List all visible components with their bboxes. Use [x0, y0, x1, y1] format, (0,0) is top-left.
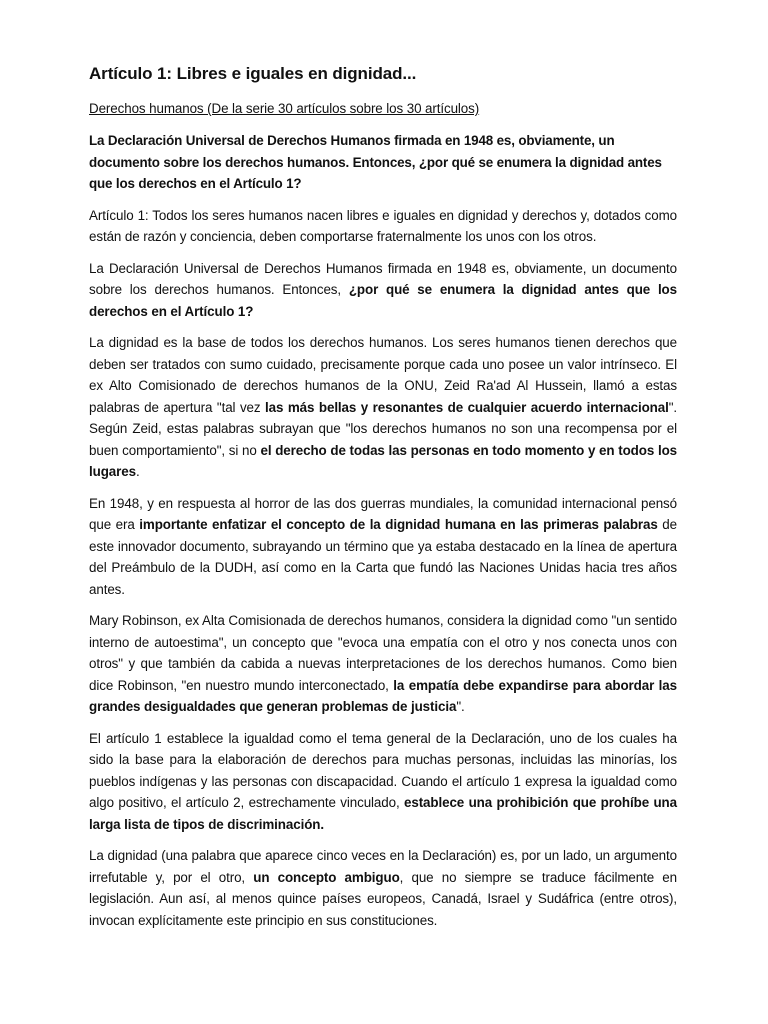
- lead-paragraph: La Declaración Universal de Derechos Humanos firmada en 1948 es, obviamente, un documento sobre los derechos humanos. Entonces, ¿por qué se enumera la dignidad antes que los derechos en el Artículo 1?: [89, 133, 662, 191]
- text-segment: ".: [456, 699, 465, 714]
- text-segment: ". Según Zeid, estas palabras subrayan que "los derechos humanos no son una recompensa por el buen comportamiento", si no: [89, 399, 677, 458]
- text-segment: , que no siempre se traduce fácilmente en legislación. Aun así, al menos quince países europeos, Canadá, Israel y Sudáfrica (entre otros), invocan explícitamente este principio en sus constituciones.: [89, 869, 677, 928]
- text-segment: La Declaración Universal de Derechos Humanos firmada en 1948 es, obviamente, un documento sobre los derechos humanos. Entonces,: [89, 260, 677, 297]
- text-segment: de este innovador documento, subrayando un término que ya estaba destacado en la línea de apertura del Preámbulo de la DUDH, así como en la Carta que fundó las Naciones Unidas hacia tres años antes.: [89, 517, 677, 597]
- bold-text-segment: las más bellas y resonantes de cualquier acuerdo internacional: [265, 399, 669, 415]
- body-paragraph: [89, 493, 677, 601]
- text-segment: La dignidad es la base de todos los derechos humanos. Los seres humanos tienen derechos que deben ser tratados con sumo cuidado, precisamente porque cada uno posee un valor intrínseco. El ex Alto Comisionado de derechos humanos de la ONU, Zeid Ra'ad Al Hussein, llamó a estas palabras de apertura "tal vez: [89, 335, 677, 415]
- bold-text-segment: la empatía debe expandirse para abordar las grandes desigualdades que generan problemas de justicia: [89, 677, 677, 714]
- text-segment: El artículo 1 establece la igualdad como el tema general de la Declaración, uno de los cuales ha sido la base para la elaboración de derechos para muchas personas, incluidas las minorías, los pueblos indígenas y las personas con discapacidad. Cuando el artículo 1 expresa la igualdad como algo positivo, el artículo 2, estrechamente vinculado,: [89, 730, 677, 810]
- text-segment: En 1948, y en respuesta al horror de las dos guerras mundiales, la comunidad internacional pensó que era: [89, 495, 677, 532]
- text-segment: .: [135, 464, 140, 479]
- bold-text-segment: un concepto ambiguo: [253, 869, 400, 885]
- body-paragraph: [89, 332, 677, 483]
- body-paragraph: [89, 205, 677, 248]
- body-paragraph: [89, 610, 677, 718]
- body-paragraph: [89, 845, 677, 931]
- series-subtitle: Derechos humanos (De la serie 30 artículos sobre los 30 artículos): [89, 101, 480, 116]
- bold-text-segment: importante enfatizar el concepto de la dignidad humana en las primeras palabras: [139, 517, 658, 532]
- bold-text-segment: establece una prohibición que prohíbe una larga lista de tipos de discriminación.: [89, 795, 677, 832]
- body-paragraph: [89, 728, 677, 836]
- article-title: Artículo 1: Libres e iguales en dignidad...: [89, 64, 417, 83]
- text-segment: Mary Robinson, ex Alta Comisionada de derechos humanos, considera la dignidad como "un sentido interno de autoestima", un concepto que "evoca una empatía con el otro y nos conecta unos con otros" y que también da cabida a nuevas interpretaciones de los derechos humanos. Como bien dice Robinson, "en nuestro mundo interconectado,: [89, 613, 677, 693]
- text-segment: Artículo 1: Todos los seres humanos nacen libres e iguales en dignidad y derechos y, dotados como están de razón y conciencia, deben comportarse fraternalmente los unos con los otros.: [89, 207, 677, 244]
- bold-text-segment: ¿por qué se enumera la dignidad antes que los derechos en el Artículo 1?: [89, 282, 677, 319]
- body-paragraph: [89, 258, 677, 323]
- text-segment: La dignidad (una palabra que aparece cinco veces en la Declaración) es, por un lado, un argumento irrefutable y, por el otro,: [89, 848, 677, 885]
- document-page: [89, 62, 677, 941]
- bold-text-segment: el derecho de todas las personas en todo momento y en todos los lugares: [89, 442, 677, 479]
